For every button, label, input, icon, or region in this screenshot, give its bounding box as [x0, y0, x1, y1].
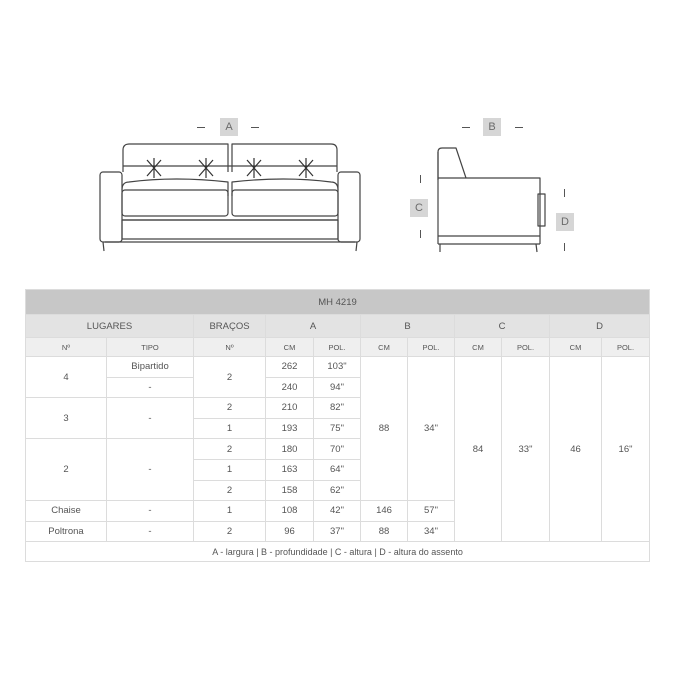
cell-a-cm: 210 [266, 398, 314, 419]
cell-lugares: 2 [26, 439, 107, 501]
cell-bracos: 1 [194, 459, 266, 480]
subheader-b-pol: POL. [408, 338, 455, 357]
cell-b-cm: 146 [361, 501, 408, 522]
product-drawings [0, 0, 674, 270]
cell-a-cm: 96 [266, 521, 314, 542]
cell-tipo: - [107, 398, 194, 439]
cell-a-cm: 163 [266, 459, 314, 480]
cell-a-pol: 62" [314, 480, 361, 501]
cell-lugares: 4 [26, 357, 107, 398]
subheader-d-pol: POL. [602, 338, 650, 357]
subheader-d-cm: CM [550, 338, 602, 357]
cell-a-pol: 94" [314, 377, 361, 398]
cell-tipo: - [107, 377, 194, 398]
dim-d-label: D [556, 213, 574, 231]
cell-tipo: Bipartido [107, 357, 194, 378]
cell-bracos: 1 [194, 501, 266, 522]
cell-d-pol: 16" [602, 357, 650, 542]
cell-lugares: Chaise [26, 501, 107, 522]
header-a: A [266, 315, 361, 338]
cell-bracos: 2 [194, 357, 266, 398]
dim-a-dash-left [197, 127, 205, 128]
dim-b-dash-right [515, 127, 523, 128]
cell-a-cm: 108 [266, 501, 314, 522]
cell-c-pol: 33" [502, 357, 550, 542]
cell-a-pol: 82" [314, 398, 361, 419]
subheader-c-pol: POL. [502, 338, 550, 357]
cell-a-cm: 180 [266, 439, 314, 460]
sofa-front-view-illustration [95, 138, 365, 253]
cell-bracos: 2 [194, 480, 266, 501]
cell-bracos: 2 [194, 398, 266, 419]
cell-bracos: 1 [194, 418, 266, 439]
sofa-side-view-illustration [430, 140, 550, 255]
header-lugares: LUGARES [26, 315, 194, 338]
header-b: B [361, 315, 455, 338]
dim-b-dash-left [462, 127, 470, 128]
cell-b-cm: 88 [361, 357, 408, 501]
cell-lugares: Poltrona [26, 521, 107, 542]
header-d: D [550, 315, 650, 338]
cell-a-pol: 70" [314, 439, 361, 460]
cell-c-cm: 84 [455, 357, 502, 542]
cell-a-pol: 42" [314, 501, 361, 522]
cell-tipo: - [107, 439, 194, 501]
cell-lugares: 3 [26, 398, 107, 439]
cell-a-cm: 158 [266, 480, 314, 501]
dim-c-dash-top [420, 175, 421, 183]
cell-b-pol: 34" [408, 357, 455, 501]
cell-a-cm: 193 [266, 418, 314, 439]
subheader-a-pol: POL. [314, 338, 361, 357]
cell-a-cm: 262 [266, 357, 314, 378]
dim-c-dash-bottom [420, 230, 421, 238]
cell-b-pol: 57" [408, 501, 455, 522]
cell-d-cm: 46 [550, 357, 602, 542]
cell-a-pol: 37" [314, 521, 361, 542]
dim-d-dash-top [564, 189, 565, 197]
subheader-c-cm: CM [455, 338, 502, 357]
dim-a-dash-right [251, 127, 259, 128]
header-bracos: BRAÇOS [194, 315, 266, 338]
table-footer-legend: A - largura | B - profundidade | C - altura | D - altura do assento [26, 542, 650, 562]
subheader-bracos-n: Nº [194, 338, 266, 357]
header-c: C [455, 315, 550, 338]
table-row [26, 357, 650, 378]
specifications-table [25, 289, 650, 562]
cell-tipo: - [107, 501, 194, 522]
cell-a-pol: 75" [314, 418, 361, 439]
cell-bracos: 2 [194, 521, 266, 542]
cell-a-cm: 240 [266, 377, 314, 398]
cell-a-pol: 64" [314, 459, 361, 480]
cell-b-cm: 88 [361, 521, 408, 542]
cell-a-pol: 103" [314, 357, 361, 378]
subheader-lugares-n: Nº [26, 338, 107, 357]
subheader-a-cm: CM [266, 338, 314, 357]
dim-a-label: A [220, 118, 238, 136]
cell-b-pol: 34" [408, 521, 455, 542]
subheader-b-cm: CM [361, 338, 408, 357]
dim-c-label: C [410, 199, 428, 217]
dim-d-dash-bottom [564, 243, 565, 251]
table-title: MH 4219 [26, 290, 650, 315]
dim-b-label: B [483, 118, 501, 136]
cell-tipo: - [107, 521, 194, 542]
cell-bracos: 2 [194, 439, 266, 460]
subheader-tipo: TIPO [107, 338, 194, 357]
